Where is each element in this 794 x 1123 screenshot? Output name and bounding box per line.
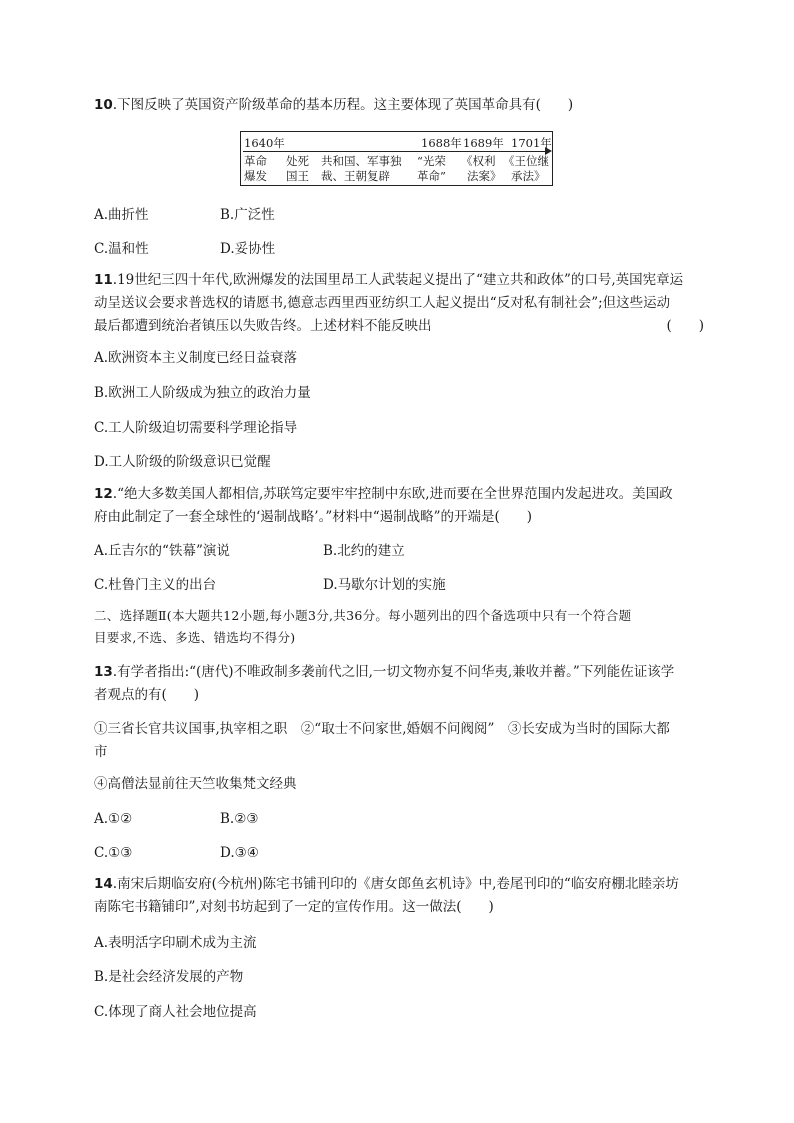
option-c[interactable]: C.①③ bbox=[94, 845, 133, 861]
question-number: 13 bbox=[94, 664, 113, 680]
item-line: 市 bbox=[94, 744, 108, 760]
option-d[interactable]: D.工人阶级的阶级意识已觉醒 bbox=[94, 454, 271, 470]
option-d[interactable]: D.马歇尔计划的实施 bbox=[323, 577, 446, 593]
section-heading-line: 二、选择题Ⅱ(本大题共12小题,每小题3分,共36分。每小题列出的四个备选项中只有一个符合题 bbox=[94, 608, 632, 623]
timeline-year: 1688年 bbox=[421, 136, 462, 150]
event-line: 革命” bbox=[417, 169, 446, 183]
option-a[interactable]: A.曲折性 bbox=[94, 207, 149, 223]
timeline-year: 1701年 bbox=[511, 136, 552, 150]
timeline-event bbox=[244, 154, 267, 184]
option-c[interactable]: C.杜鲁门主义的出台 bbox=[94, 577, 217, 593]
answer-blank: ( ) bbox=[666, 318, 704, 334]
question-number: 14 bbox=[94, 876, 113, 892]
question-12 bbox=[94, 483, 704, 529]
option-c[interactable]: C.温和性 bbox=[94, 241, 149, 257]
item-4: ④高僧法显前往天竺收集梵文经典 bbox=[94, 776, 297, 792]
timeline-axis bbox=[243, 151, 548, 152]
option-a[interactable]: A.表明活字印刷术成为主流 bbox=[94, 935, 257, 951]
question-text-line: .南宋后期临安府(今杭州)陈宅书铺刊印的《唐女郎鱼玄机诗》中,卷尾刊印的“临安府棚北睦亲坊 bbox=[112, 876, 679, 892]
question-13-items bbox=[94, 718, 704, 764]
question-text-line: .19世纪三四十年代,欧洲爆发的法国里昂工人武装起义提出了“建立共和政体”的口号,英国宪章运 bbox=[112, 272, 684, 288]
question-14 bbox=[94, 873, 704, 919]
option-b[interactable]: B.广泛性 bbox=[220, 207, 275, 223]
event-line: 处死 bbox=[286, 154, 309, 168]
event-line: 《王位继 bbox=[503, 154, 549, 168]
item-line: ①三省长官共议国事,执宰相之职 ②“取士不问家世,婚姻不问阀阅” ③长安成为当时的国际大都 bbox=[94, 721, 670, 737]
option-a[interactable]: A.①② bbox=[94, 811, 133, 827]
question-number: 12 bbox=[94, 486, 113, 502]
option-c[interactable]: C.体现了商人社会地位提高 bbox=[94, 1004, 257, 1020]
timeline-diagram bbox=[240, 131, 553, 186]
question-11 bbox=[94, 269, 704, 338]
question-text-line: 府由此制定了一套全球性的‘遏制战略’。”材料中“遏制战略”的开端是( ) bbox=[94, 509, 533, 525]
question-10 bbox=[94, 94, 704, 117]
option-b[interactable]: B.②③ bbox=[220, 811, 259, 827]
timeline-event bbox=[417, 154, 446, 184]
question-13 bbox=[94, 661, 704, 707]
timeline-year: 1640年 bbox=[244, 136, 285, 150]
option-c[interactable]: C.工人阶级迫切需要科学理论指导 bbox=[94, 420, 298, 436]
question-text-line: 南陈宅书籍铺印”,对刻书坊起到了一定的宣传作用。这一做法( ) bbox=[94, 899, 494, 915]
option-b[interactable]: B.北约的建立 bbox=[323, 543, 405, 559]
question-text-line: .“绝大多数美国人都相信,苏联笃定要牢牢控制中东欧,进而要在全世界范围内发起进攻。美国政 bbox=[112, 486, 673, 502]
event-line: 革命 bbox=[244, 154, 267, 168]
question-text-line: 最后都遭到统治者镇压以失败告终。上述材料不能反映出 bbox=[94, 318, 432, 334]
question-number: 10 bbox=[94, 97, 113, 113]
timeline-event bbox=[286, 154, 309, 184]
question-text-line: .有学者指出:“(唐代)不唯政制多袭前代之旧,一切文物亦复不问华夷,兼收并蓄。”下列能佐证该学 bbox=[112, 664, 675, 680]
option-b[interactable]: B.是社会经济发展的产物 bbox=[94, 969, 244, 985]
option-a[interactable]: A.丘吉尔的“铁幕”演说 bbox=[94, 543, 230, 559]
event-line: 《权利 bbox=[461, 154, 496, 168]
question-text: .下图反映了英国资产阶级革命的基本历程。这主要体现了英国革命具有( ) bbox=[112, 97, 574, 113]
event-line: 法案》 bbox=[467, 169, 502, 183]
option-a[interactable]: A.欧洲资本主义制度已经日益衰落 bbox=[94, 350, 298, 366]
event-line: 承法》 bbox=[511, 169, 546, 183]
timeline-event bbox=[321, 154, 402, 184]
question-text-line: 动呈送议会要求普选权的请愿书,德意志西里西亚纺织工人起义提出“反对私有制社会”;但这些运动 bbox=[94, 295, 671, 311]
option-d[interactable]: D.妥协性 bbox=[220, 241, 276, 257]
option-d[interactable]: D.③④ bbox=[220, 845, 259, 861]
event-line: 爆发 bbox=[244, 169, 267, 183]
event-line: 裁、王朝复辟 bbox=[321, 169, 390, 183]
event-line: 共和国、军事独 bbox=[321, 154, 402, 168]
question-text-line: 者观点的有( ) bbox=[94, 687, 200, 703]
section-heading-line: 目要求,不选、多选、错选均不得分) bbox=[94, 630, 296, 645]
event-line: 国王 bbox=[286, 169, 309, 183]
timeline-year: 1689年 bbox=[463, 136, 504, 150]
option-b[interactable]: B.欧洲工人阶级成为独立的政治力量 bbox=[94, 385, 311, 401]
section-heading bbox=[94, 605, 704, 649]
timeline-event bbox=[461, 154, 502, 184]
question-number: 11 bbox=[94, 272, 113, 288]
event-line: “光荣 bbox=[417, 154, 446, 168]
timeline-event bbox=[503, 154, 549, 184]
